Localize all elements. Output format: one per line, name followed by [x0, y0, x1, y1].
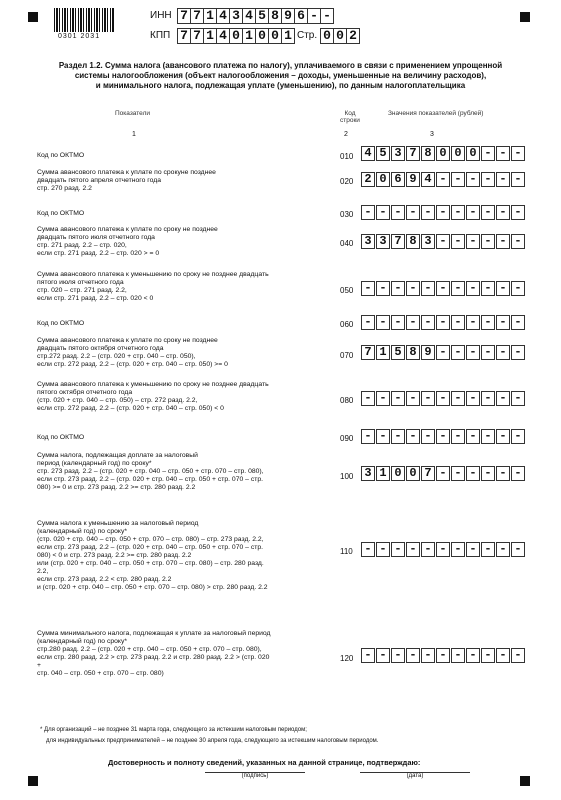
title-line-3: и минимального налога, подлежащая уплате (уменьшению), по данным налогоплательщика	[95, 81, 466, 90]
value-digit-cell: -	[436, 391, 450, 406]
value-digit-cell: -	[481, 648, 495, 663]
row-label-070: Сумма авансового платежа к уплате по сроку не позднее двадцать пятого октября отчетного года стр.272 разд. 2.2 – (стр. 020 + стр. 040 – стр. 050), если стр. 272 разд. 2.2 – (стр. 020 + стр. 040 – стр. 050) >= 0	[37, 337, 228, 368]
inn-field[interactable]	[177, 8, 333, 24]
value-digit-cell: -	[466, 205, 480, 220]
kpp-field[interactable]	[177, 28, 294, 44]
row-value-050[interactable]	[361, 281, 526, 296]
value-digit-cell: -	[451, 542, 465, 557]
row-value-080[interactable]	[361, 391, 526, 406]
value-digit-cell: 3	[376, 234, 390, 249]
kpp-digit-cell: 7	[177, 28, 191, 44]
row-label-040: Сумма авансового платежа к уплате по сроку не позднее двадцать пятого июля отчетного года стр. 271 разд. 2.2 – стр. 020, если стр. 271 разд. 2.2 – стр. 020 > = 0	[37, 226, 218, 257]
value-digit-cell: -	[496, 315, 510, 330]
value-digit-cell: -	[451, 391, 465, 406]
row-label-030: Код по ОКТМО	[37, 210, 85, 217]
inn-digit-cell: 7	[190, 8, 204, 24]
value-digit-cell: -	[481, 345, 495, 360]
value-digit-cell: -	[466, 542, 480, 557]
row-code-040: 040	[340, 239, 354, 248]
value-digit-cell: -	[496, 146, 510, 161]
value-digit-cell: 0	[376, 172, 390, 187]
value-digit-cell: -	[451, 429, 465, 444]
value-digit-cell: 1	[376, 466, 390, 481]
value-digit-cell: 0	[466, 146, 480, 161]
corner-marker-bottom-right	[520, 776, 530, 786]
value-digit-cell: -	[481, 542, 495, 557]
value-digit-cell: 6	[391, 172, 405, 187]
inn-digit-cell: 1	[203, 8, 217, 24]
value-digit-cell: 0	[406, 466, 420, 481]
value-digit-cell: -	[391, 542, 405, 557]
value-digit-cell: -	[466, 466, 480, 481]
value-digit-cell: -	[496, 234, 510, 249]
value-digit-cell: -	[481, 146, 495, 161]
row-code-110: 110	[340, 547, 353, 556]
value-digit-cell: -	[361, 542, 375, 557]
value-digit-cell: -	[376, 315, 390, 330]
inn-digit-cell: -	[320, 8, 334, 24]
value-digit-cell: 7	[406, 146, 420, 161]
value-digit-cell: -	[451, 205, 465, 220]
value-digit-cell: 3	[361, 234, 375, 249]
value-digit-cell: -	[436, 648, 450, 663]
value-digit-cell: -	[361, 648, 375, 663]
value-digit-cell: -	[391, 429, 405, 444]
kpp-digit-cell: 1	[203, 28, 217, 44]
column-header-code	[340, 110, 360, 124]
row-code-100: 100	[340, 472, 354, 481]
value-digit-cell: 7	[421, 466, 435, 481]
value-digit-cell: -	[376, 391, 390, 406]
value-digit-cell: -	[466, 315, 480, 330]
row-code-080: 080	[340, 396, 354, 405]
value-digit-cell: -	[361, 315, 375, 330]
value-digit-cell: -	[511, 391, 525, 406]
value-digit-cell: 3	[421, 234, 435, 249]
value-digit-cell: -	[436, 205, 450, 220]
value-digit-cell: -	[361, 281, 375, 296]
inn-digit-cell: 5	[255, 8, 269, 24]
value-digit-cell: -	[451, 281, 465, 296]
row-value-060[interactable]	[361, 315, 526, 330]
value-digit-cell: -	[376, 281, 390, 296]
value-digit-cell: -	[436, 172, 450, 187]
value-digit-cell: -	[436, 466, 450, 481]
value-digit-cell: 5	[391, 345, 405, 360]
value-digit-cell: -	[421, 429, 435, 444]
value-digit-cell: -	[406, 429, 420, 444]
value-digit-cell: -	[436, 234, 450, 249]
column-header-code-line2: строки	[340, 117, 360, 124]
value-digit-cell: -	[511, 315, 525, 330]
value-digit-cell: -	[421, 315, 435, 330]
value-digit-cell: -	[376, 648, 390, 663]
value-digit-cell: -	[406, 315, 420, 330]
value-digit-cell: -	[436, 315, 450, 330]
kpp-label: КПП	[150, 30, 171, 41]
value-digit-cell: 7	[361, 345, 375, 360]
section-title	[28, 61, 533, 91]
value-digit-cell: -	[406, 391, 420, 406]
value-digit-cell: -	[496, 466, 510, 481]
value-digit-cell: 7	[391, 234, 405, 249]
row-code-010: 010	[340, 152, 354, 161]
value-digit-cell: -	[421, 542, 435, 557]
row-code-050: 050	[340, 286, 354, 295]
row-value-100[interactable]	[361, 466, 526, 481]
column-number-2: 2	[344, 131, 348, 138]
value-digit-cell: -	[466, 281, 480, 296]
corner-marker-bottom-left	[28, 776, 38, 786]
value-digit-cell: -	[496, 648, 510, 663]
row-label-100: Сумма налога, подлежащая доплате за налоговый период (календарный год) по сроку* стр. 273 разд. 2.2 – (стр. 020 + стр. 040 – стр. 050 + стр. 070 – стр. 080), если стр. 273 разд. 2.2 – (стр. 020 + стр. 040 – стр. 050 + стр. 070 – стр. 080) >= 0 и стр. 273 разд. 2.2 >= стр. 280 разд. 2.2	[37, 452, 264, 491]
value-digit-cell: 0	[436, 146, 450, 161]
confirmation-text: Достоверность и полноту сведений, указанных на данной странице, подтверждаю:	[108, 758, 421, 767]
inn-digit-cell: 6	[294, 8, 308, 24]
corner-marker-top-left	[28, 12, 38, 22]
value-digit-cell: -	[511, 146, 525, 161]
kpp-digit-cell: 0	[268, 28, 282, 44]
value-digit-cell: -	[451, 345, 465, 360]
value-digit-cell: -	[391, 205, 405, 220]
value-digit-cell: -	[376, 429, 390, 444]
value-digit-cell: -	[376, 542, 390, 557]
value-digit-cell: -	[451, 466, 465, 481]
inn-digit-cell: 8	[268, 8, 282, 24]
page-digit-cell: 0	[333, 28, 347, 44]
value-digit-cell: -	[496, 172, 510, 187]
footnote-line-1: * Для организаций – не позднее 31 марта года, следующего за истекшим налоговым периодом;	[40, 727, 307, 733]
value-digit-cell: -	[481, 281, 495, 296]
value-digit-cell: -	[481, 172, 495, 187]
row-value-120[interactable]	[361, 648, 526, 663]
value-digit-cell: -	[481, 234, 495, 249]
inn-digit-cell: -	[307, 8, 321, 24]
value-digit-cell: -	[496, 205, 510, 220]
value-digit-cell: -	[421, 391, 435, 406]
value-digit-cell: -	[481, 429, 495, 444]
inn-label: ИНН	[150, 10, 172, 21]
barcode	[54, 8, 114, 32]
value-digit-cell: 0	[451, 146, 465, 161]
value-digit-cell: -	[361, 391, 375, 406]
column-header-value: Значения показателей (рублей)	[388, 110, 484, 117]
value-digit-cell: 4	[421, 172, 435, 187]
row-code-060: 060	[340, 320, 354, 329]
value-digit-cell: -	[451, 234, 465, 249]
row-value-110[interactable]	[361, 542, 526, 557]
row-code-120: 120	[340, 654, 354, 663]
value-digit-cell: -	[451, 648, 465, 663]
kpp-digit-cell: 0	[229, 28, 243, 44]
value-digit-cell: -	[511, 466, 525, 481]
value-digit-cell: -	[466, 429, 480, 444]
value-digit-cell: -	[421, 648, 435, 663]
page-label: Стр.	[297, 30, 318, 41]
value-digit-cell: -	[481, 315, 495, 330]
value-digit-cell: 4	[361, 146, 375, 161]
value-digit-cell: -	[481, 391, 495, 406]
value-digit-cell: -	[421, 281, 435, 296]
value-digit-cell: 3	[361, 466, 375, 481]
value-digit-cell: -	[436, 345, 450, 360]
value-digit-cell: 5	[376, 146, 390, 161]
row-label-110: Сумма налога к уменьшению за налоговый период (календарный год) по сроку* (стр. 020 + стр. 040 – стр. 050 + стр. 070 – стр. 080) – стр. 273 разд. 2.2, если стр. 273 разд. 2.2 – (стр. 020 + стр. 040 – стр. 050 + стр. 070 – стр. 080) < 0 и стр. 273 разд. 2.2 >= стр. 280 разд. 2.2 или (стр. 020 + стр. 040 – стр. 050 + стр. 070 – стр. 080) – стр. 280 разд. 2.2, если стр. 273 разд. 2.2 < стр. 280 разд. 2.2 и (стр. 020 + стр. 040 – стр. 050 + стр. 070 – стр. 080) > стр. 280 разд. 2.2	[37, 520, 268, 591]
value-digit-cell: -	[361, 205, 375, 220]
value-digit-cell: -	[511, 205, 525, 220]
value-digit-cell: -	[511, 345, 525, 360]
value-digit-cell: -	[466, 648, 480, 663]
value-digit-cell: -	[511, 429, 525, 444]
value-digit-cell: 3	[391, 146, 405, 161]
row-value-010[interactable]	[361, 146, 526, 161]
row-label-020: Сумма авансового платежа к уплате по срокуне позднее двадцать пятого апреля отчетного года стр. 270 разд. 2.2	[37, 169, 216, 192]
value-digit-cell: -	[496, 345, 510, 360]
value-digit-cell: -	[391, 315, 405, 330]
value-digit-cell: -	[481, 205, 495, 220]
value-digit-cell: 9	[421, 345, 435, 360]
date-label: (дата)	[406, 773, 424, 779]
value-digit-cell: -	[406, 205, 420, 220]
column-number-1: 1	[132, 131, 136, 138]
value-digit-cell: -	[466, 172, 480, 187]
row-code-020: 020	[340, 177, 354, 186]
footnote-line-2: для индивидуальных предпринимателей – не позднее 30 апреля года, следующего за истекшим налоговым периодом.	[46, 738, 379, 744]
value-digit-cell: -	[406, 542, 420, 557]
value-digit-cell: -	[361, 429, 375, 444]
value-digit-cell: -	[436, 429, 450, 444]
row-value-040[interactable]	[361, 234, 526, 249]
page-digit-cell: 2	[346, 28, 360, 44]
signature-label: (подпись)	[241, 773, 269, 779]
value-digit-cell: -	[496, 429, 510, 444]
value-digit-cell: -	[511, 648, 525, 663]
value-digit-cell: -	[406, 281, 420, 296]
value-digit-cell: 2	[361, 172, 375, 187]
row-label-080: Сумма авансового платежа к уменьшению по сроку не позднее двадцать пятого октября отчетного года (стр. 020 + стр. 040 – стр. 050) – стр. 272 разд. 2.2, если стр. 272 разд. 2.2 – (стр. 020 + стр. 040 – стр. 050) < 0	[37, 381, 269, 412]
value-digit-cell: -	[466, 234, 480, 249]
value-digit-cell: -	[511, 172, 525, 187]
value-digit-cell: -	[466, 345, 480, 360]
value-digit-cell: -	[436, 542, 450, 557]
barcode-number: 0301 2031	[58, 33, 101, 40]
row-label-050: Сумма авансового платежа к уменьшению по сроку не позднее двадцать пятого июля отчетного года стр. 020 – стр. 271 разд. 2.2, если стр. 271 разд. 2.2 – стр. 020 < 0	[37, 271, 269, 302]
kpp-digit-cell: 1	[242, 28, 256, 44]
kpp-digit-cell: 1	[281, 28, 295, 44]
row-value-030[interactable]	[361, 205, 526, 220]
value-digit-cell: 8	[406, 345, 420, 360]
value-digit-cell: -	[451, 172, 465, 187]
value-digit-cell: -	[481, 466, 495, 481]
page-number-field[interactable]	[320, 28, 359, 44]
row-label-120: Сумма минимального налога, подлежащая к уплате за налоговый период (календарный год) по сроку* стр.280 разд. 2.2 – (стр. 020 + стр. 040 – стр. 050 + стр. 070 – стр. 080), если стр. 280 разд. 2.2 > стр. 273 разд. 2.2 и стр. 280 разд. 2.2 > (стр. 020 + стр. 040 – стр. 050 + стр. 070 – стр. 080)	[37, 630, 271, 677]
value-digit-cell: 8	[406, 234, 420, 249]
value-digit-cell: 8	[421, 146, 435, 161]
value-digit-cell: -	[451, 315, 465, 330]
value-digit-cell: -	[436, 281, 450, 296]
column-number-3: 3	[430, 131, 434, 138]
value-digit-cell: 9	[406, 172, 420, 187]
inn-digit-cell: 7	[177, 8, 191, 24]
value-digit-cell: 1	[376, 345, 390, 360]
row-label-010: Код по ОКТМО	[37, 152, 85, 159]
row-code-030: 030	[340, 210, 354, 219]
column-header-indicator: Показатели	[115, 110, 150, 117]
value-digit-cell: -	[496, 542, 510, 557]
kpp-digit-cell: 0	[255, 28, 269, 44]
inn-digit-cell: 3	[229, 8, 243, 24]
row-value-020[interactable]	[361, 172, 526, 187]
inn-digit-cell: 4	[216, 8, 230, 24]
value-digit-cell: -	[496, 391, 510, 406]
signature-line[interactable]	[205, 772, 305, 779]
row-code-070: 070	[340, 351, 354, 360]
value-digit-cell: -	[511, 281, 525, 296]
value-digit-cell: -	[391, 391, 405, 406]
row-value-070[interactable]	[361, 345, 526, 360]
row-code-090: 090	[340, 434, 354, 443]
value-digit-cell: -	[391, 281, 405, 296]
title-line-2: системы налогообложения (объект налогообложения – доходы, уменьшенные на величину расходов),	[74, 71, 487, 80]
value-digit-cell: -	[496, 281, 510, 296]
value-digit-cell: -	[466, 391, 480, 406]
inn-digit-cell: 9	[281, 8, 295, 24]
row-value-090[interactable]	[361, 429, 526, 444]
value-digit-cell: -	[421, 205, 435, 220]
value-digit-cell: -	[511, 542, 525, 557]
value-digit-cell: 0	[391, 466, 405, 481]
value-digit-cell: -	[511, 234, 525, 249]
date-line[interactable]	[360, 772, 470, 779]
row-label-060: Код по ОКТМО	[37, 320, 85, 327]
column-header-code-line1: Код	[344, 110, 356, 117]
value-digit-cell: -	[406, 648, 420, 663]
title-line-1: Раздел 1.2. Сумма налога (авансового платежа по налогу), уплачиваемого в связи с применением упрощенной	[58, 61, 503, 70]
page-digit-cell: 0	[320, 28, 334, 44]
corner-marker-top-right	[520, 12, 530, 22]
inn-digit-cell: 4	[242, 8, 256, 24]
kpp-digit-cell: 7	[190, 28, 204, 44]
value-digit-cell: -	[391, 648, 405, 663]
kpp-digit-cell: 4	[216, 28, 230, 44]
value-digit-cell: -	[376, 205, 390, 220]
row-label-090: Код по ОКТМО	[37, 434, 85, 441]
